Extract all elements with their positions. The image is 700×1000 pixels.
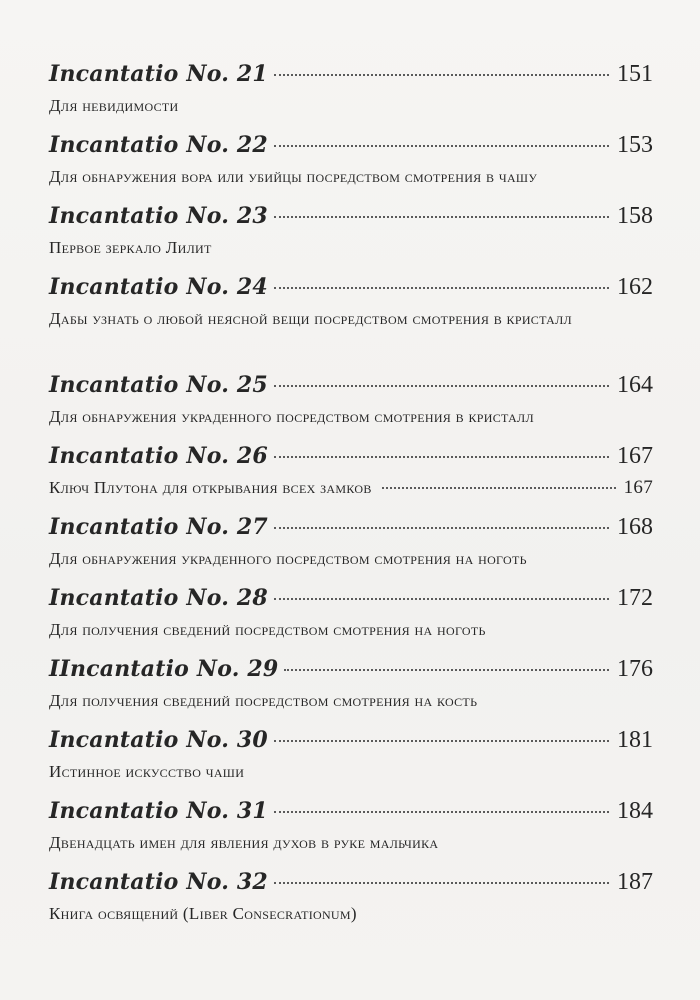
toc-entry-heading (49, 269, 653, 305)
toc-entry-title: Incantatio No. 21 (49, 61, 268, 87)
toc-entry-title: Incantatio No. 31 (49, 798, 268, 824)
toc-entry-page-number: 168 (617, 514, 653, 540)
toc-entry-heading (49, 722, 653, 758)
dot-leader (274, 385, 609, 387)
dot-leader (274, 811, 609, 813)
toc-entry-heading (49, 127, 653, 163)
toc-entry-heading (49, 367, 653, 403)
toc-entry-21 (49, 56, 653, 127)
toc-entry-32 (49, 864, 653, 935)
toc-entry-title: Incantatio No. 25 (49, 372, 268, 398)
dot-leader (274, 287, 609, 289)
toc-entry-description: Книга освящений (Liber Consecrationum) (49, 904, 357, 923)
toc-entry-heading (49, 509, 653, 545)
toc-entry-title: Incantatio No. 30 (49, 727, 268, 753)
toc-entry-26 (49, 438, 653, 509)
toc-entry-22 (49, 127, 653, 198)
toc-entry-27 (49, 509, 653, 580)
toc-entry-title: Incantatio No. 32 (49, 869, 268, 895)
toc-entry-title: Incantatio No. 24 (49, 274, 268, 300)
toc-entry-description: Двенадцать имен для явления духов в руке мальчика (49, 833, 439, 852)
dot-leader (274, 456, 609, 458)
toc-entry-29 (49, 651, 653, 722)
toc-entry-description: Первое зеркало Лилит (49, 238, 212, 257)
toc-entry-page-number: 164 (617, 372, 653, 398)
toc-entry-description: Для обнаружения украденного посредством смотрения в кристалл (49, 407, 534, 426)
toc-entry-description-page-number: 167 (623, 477, 653, 498)
toc-entry-title: Incantatio No. 26 (49, 443, 268, 469)
dot-leader (382, 487, 616, 489)
dot-leader (274, 740, 609, 742)
toc-entry-description: Для невидимости (49, 96, 179, 115)
toc-entry-title: Incantatio No. 27 (49, 514, 268, 540)
toc-entry-description: Истинное искусство чаши (49, 762, 245, 781)
dot-leader (274, 74, 609, 76)
toc-entry-description: Для обнаружения вора или убийцы посредством смотрения в чашу (49, 167, 538, 186)
toc-entry-heading (49, 864, 653, 900)
toc-entry-page-number: 172 (617, 585, 653, 611)
toc-entry-page-number: 158 (617, 203, 653, 229)
toc-entry-31 (49, 793, 653, 864)
toc-entry-heading (49, 438, 653, 474)
toc-entry-page-number: 187 (617, 869, 653, 895)
dot-leader (274, 598, 609, 600)
toc-entry-heading (49, 56, 653, 92)
toc-entry-page-number: 181 (617, 727, 653, 753)
toc-entry-description: Для обнаружения украденного посредством смотрения на ноготь (49, 549, 527, 568)
toc-entry-heading (49, 580, 653, 616)
dot-leader (284, 669, 609, 671)
toc-entry-page-number: 167 (617, 443, 653, 469)
toc-entry-title: Incantatio No. 28 (49, 585, 268, 611)
toc-entry-heading (49, 198, 653, 234)
toc-entry-heading (49, 793, 653, 829)
toc-entry-description: Для получения сведений посредством смотрения на кость (49, 691, 478, 710)
dot-leader (274, 527, 609, 529)
toc-entry-page-number: 162 (617, 274, 653, 300)
toc-entry-description: Ключ Плутона для открывания всех замков (49, 478, 372, 497)
toc-entry-page-number: 153 (617, 132, 653, 158)
toc-entry-description: Дабы узнать о любой неясной вещи посредством смотрения в кристалл (49, 309, 572, 328)
toc-entry-30 (49, 722, 653, 793)
toc-entry-24 (49, 269, 653, 367)
dot-leader (274, 216, 609, 218)
toc-entry-heading (49, 651, 653, 687)
toc-entry-title: Incantatio No. 23 (49, 203, 268, 229)
toc-entry-title: IIncantatio No. 29 (49, 656, 279, 682)
dot-leader (274, 145, 609, 147)
toc-entry-description: Для получения сведений посредством смотрения на ноготь (49, 620, 486, 639)
toc-entry-page-number: 184 (617, 798, 653, 824)
dot-leader (274, 882, 609, 884)
toc-entry-28 (49, 580, 653, 651)
toc-entry-page-number: 151 (617, 61, 653, 87)
toc-entry-title: Incantatio No. 22 (49, 132, 268, 158)
toc-entry-23 (49, 198, 653, 269)
toc-entry-page-number: 176 (617, 656, 653, 682)
toc-entry-description-line (49, 474, 653, 502)
toc-entry-25 (49, 367, 653, 438)
